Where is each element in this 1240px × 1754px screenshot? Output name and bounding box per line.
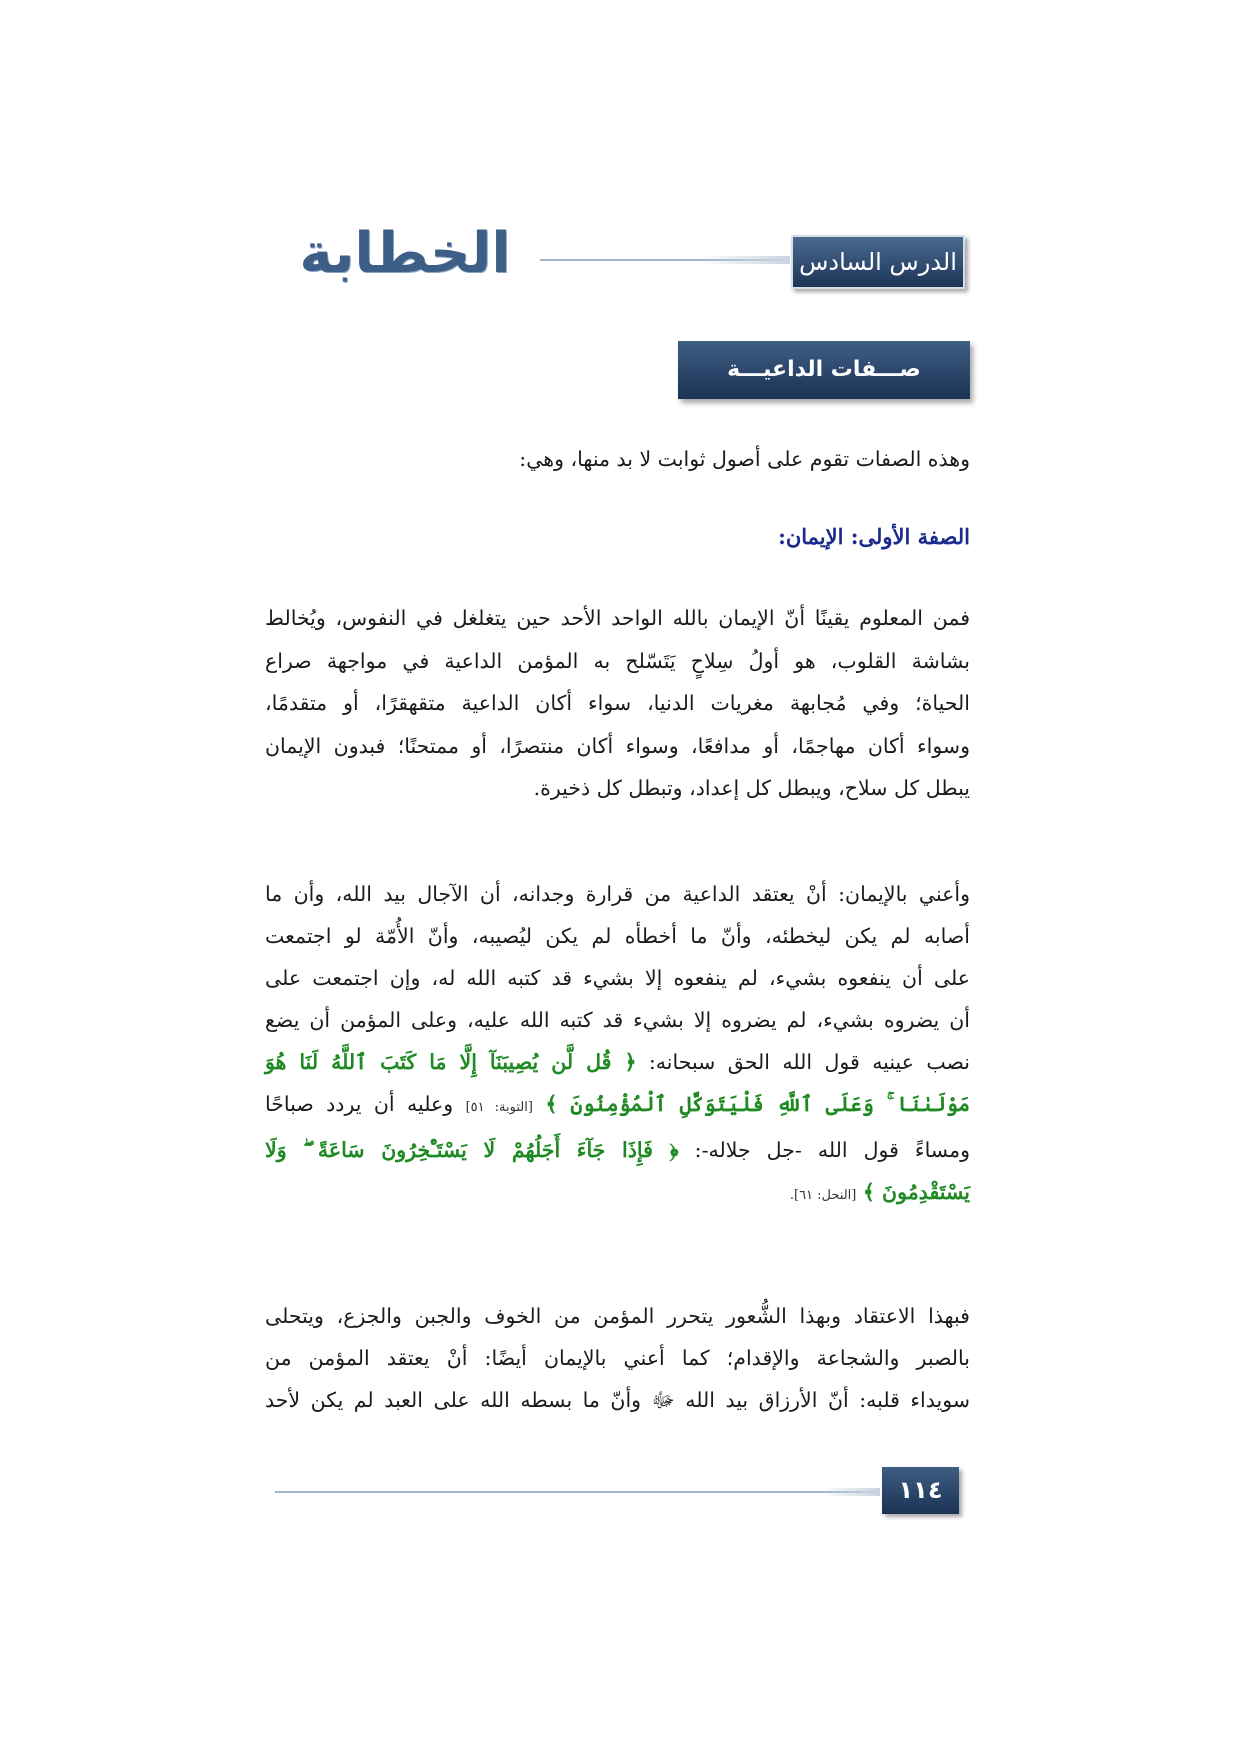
paragraph-line: يبطل كل سلاح، ويبطل كل إعداد، وتبطل كل ذخيرة.: [533, 776, 970, 800]
paragraph-3: [265, 1295, 970, 1421]
paragraph-line: بالصبر والشجاعة والإقدام؛ كما أعني بالإيمان أيضًا: أنْ يعتقد المؤمن من: [265, 1346, 970, 1370]
quran-verse: مَوْلَىٰنَا ۚ وَعَلَى ٱللَّهِ فَلْيَتَوَكَّلِ ٱلْمُؤْمِنُونَ ﴾: [545, 1092, 970, 1116]
paragraph-line: وسواء أكان مهاجمًا، أو مدافعًا، وسواء أكان منتصرًا، أو ممتحنًا؛ فبدون الإيمان: [265, 733, 970, 758]
paragraph-line: وأعني بالإيمان: أنْ يعتقد الداعية من قرارة وجدانه، أن الآجال بيد الله، وأن ما: [265, 882, 970, 906]
intro-text: وهذه الصفات تقوم على أصول ثوابت لا بد منها، وهي:: [519, 447, 970, 471]
quran-verse: ﴿ قُل لَّن يُصِيبَنَآ إِلَّا مَا كَتَبَ ٱللَّهُ لَنَا هُوَ: [265, 1050, 637, 1074]
page-number: ١١٤: [882, 1467, 959, 1514]
paragraph-line: بشاشة القلوب، هو أولُ سِلاحٍ يَتَسّلح به المؤمن الداعية في مواجهة صراع: [265, 648, 970, 673]
paragraph-line: الحياة؛ وفي مُجابهة مغريات الدنيا، سواء أكان الداعية متقهقرًا، أو متقدمًا،: [265, 691, 970, 715]
paragraph-text: ومساءً قول الله -جل جلاله-:: [694, 1138, 970, 1162]
paragraph-line: أن يضروه بشيء، لم يضروه إلا بشيء قد كتبه الله عليه، وعلى المؤمن أن يضع: [265, 1008, 970, 1032]
verse-reference: [النحل: ٦١].: [789, 1188, 857, 1203]
paragraph-1: [265, 597, 970, 810]
quran-verse: ﴿ فَإِذَا جَآءَ أَجَلُهُمْ لَا يَسْتَـْٔخِرُونَ سَاعَةً ۖ وَلَا: [265, 1138, 679, 1162]
section-heading: الصفة الأولى: الإيمان:: [778, 524, 970, 549]
paragraph-line: [265, 1083, 970, 1129]
book-title: الخطابة: [299, 221, 511, 286]
lesson-badge: الدرس السادس: [791, 235, 965, 289]
paragraph-line: [265, 1171, 970, 1217]
paragraph-line: على أن ينفعوه بشيء، لم ينفعوه إلا بشيء قد كتبه الله له، وإن اجتمعت على: [265, 966, 970, 990]
section-label: صـــفات الداعيـــة النفـــسية: [678, 341, 970, 399]
paragraph-line: سويداء قلبه: أنّ الأرزاق بيد الله ﷻ وأنّ ما بسطه الله على العبد لم يكن لأحد: [265, 1388, 970, 1412]
header-divider-fade: [700, 256, 790, 264]
paragraph-line: فبهذا الاعتقاد وبهذا الشُّعور يتحرر المؤمن من الخوف والجبن والجزع، ويتحلى: [265, 1304, 970, 1328]
paragraph-text: وعليه أن يردد صباحًا: [265, 1092, 454, 1116]
paragraph-line: [265, 1129, 970, 1171]
verse-reference: [التوبة: ٥١]: [465, 1100, 533, 1115]
paragraph-2: [265, 873, 970, 1217]
quran-verse: يَسْتَقْدِمُونَ ﴾: [862, 1180, 970, 1204]
paragraph-line: فمن المعلوم يقينًا أنّ الإيمان بالله الواحد الأحد حين يتغلغل في النفوس، ويُخالط: [265, 606, 970, 630]
paragraph-line: أصابه لم يكن ليخطئه، وأنّ ما أخطأه لم يكن ليُصيبه، وأنّ الأُمّة لو اجتمعت: [265, 924, 970, 948]
footer-divider-fade: [820, 1488, 880, 1496]
paragraph-text: نصب عينيه قول الله الحق سبحانه:: [648, 1050, 970, 1074]
paragraph-line: [265, 1041, 970, 1083]
footer-divider: [275, 1491, 880, 1493]
